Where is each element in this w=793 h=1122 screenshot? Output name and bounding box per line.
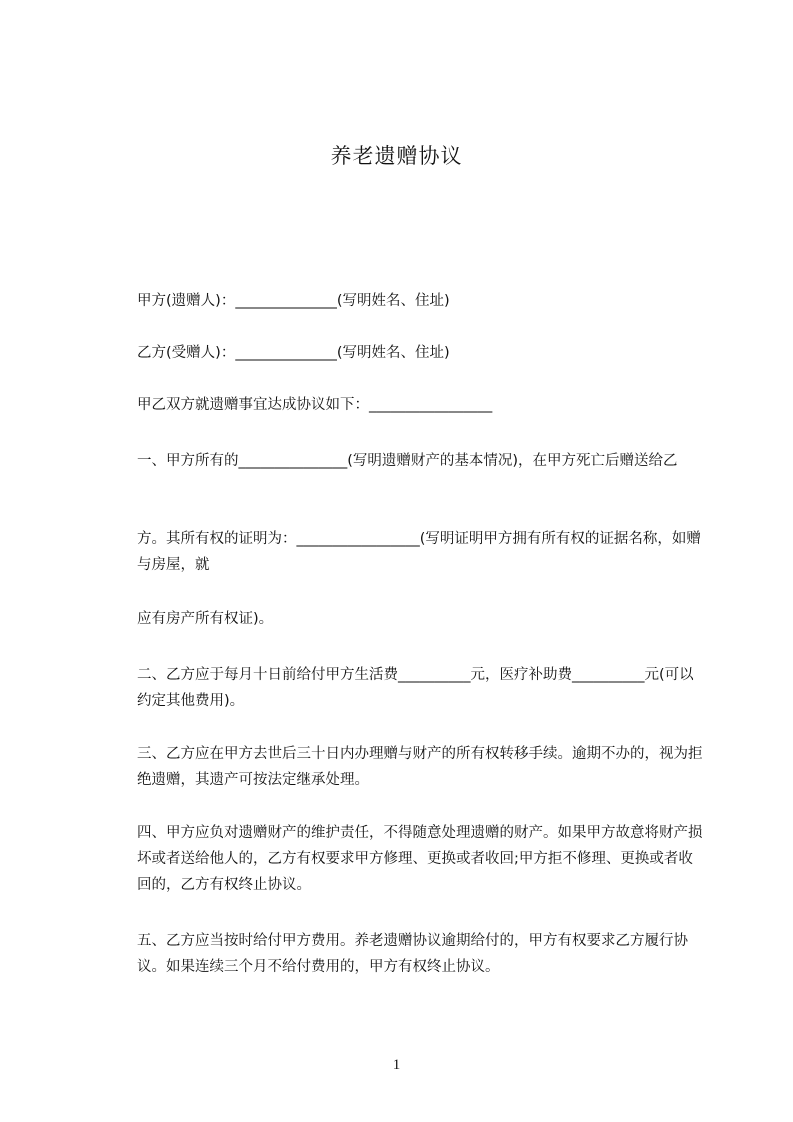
clause-one-end: 应有房产所有权证)。	[137, 611, 274, 627]
document-title: 养老遗赠协议	[330, 144, 463, 168]
clause-two: 二、乙方应于每月十日前给付甲方生活费__________元，医疗补助费__________元(可以约定其他费用)。	[137, 667, 694, 709]
party-b-line: 乙方(受赠人)：______________(写明姓名、住址)	[137, 345, 450, 361]
clause-three: 三、乙方应在甲方去世后三十日内办理赠与财产的所有权转移手续。逾期不办的，视为拒绝遗赠，其遗产可按法定继承处理。	[137, 746, 703, 788]
party-a-line: 甲方(遗赠人)：______________(写明姓名、住址)	[137, 293, 450, 309]
clause-five: 五、乙方应当按时给付甲方费用。养老遗赠协议逾期给付的，甲方有权要求乙方履行协议。如果连续三个月不给付费用的，甲方有权终止协议。	[137, 933, 688, 975]
clause-one: 一、甲方所有的_______________(写明遗赠财产的基本情况)，在甲方死亡后赠送给乙	[137, 453, 678, 469]
clause-four: 四、甲方应负对遗赠财产的维护责任，不得随意处理遗赠的财产。如果甲方故意将财产损坏或者送给他人的，乙方有权要求甲方修理、更换或者收回;甲方拒不修理、更换或者收回的，乙方有权终止协议。	[137, 825, 703, 893]
page-number: 1	[392, 1057, 401, 1073]
clause-one-continued: 方。其所有权的证明为：_________________(写明证明甲方拥有所有权的证据名称，如赠与房屋，就	[137, 531, 701, 573]
agreement-intro: 甲乙双方就遗赠事宜达成协议如下：_________________	[137, 397, 493, 413]
